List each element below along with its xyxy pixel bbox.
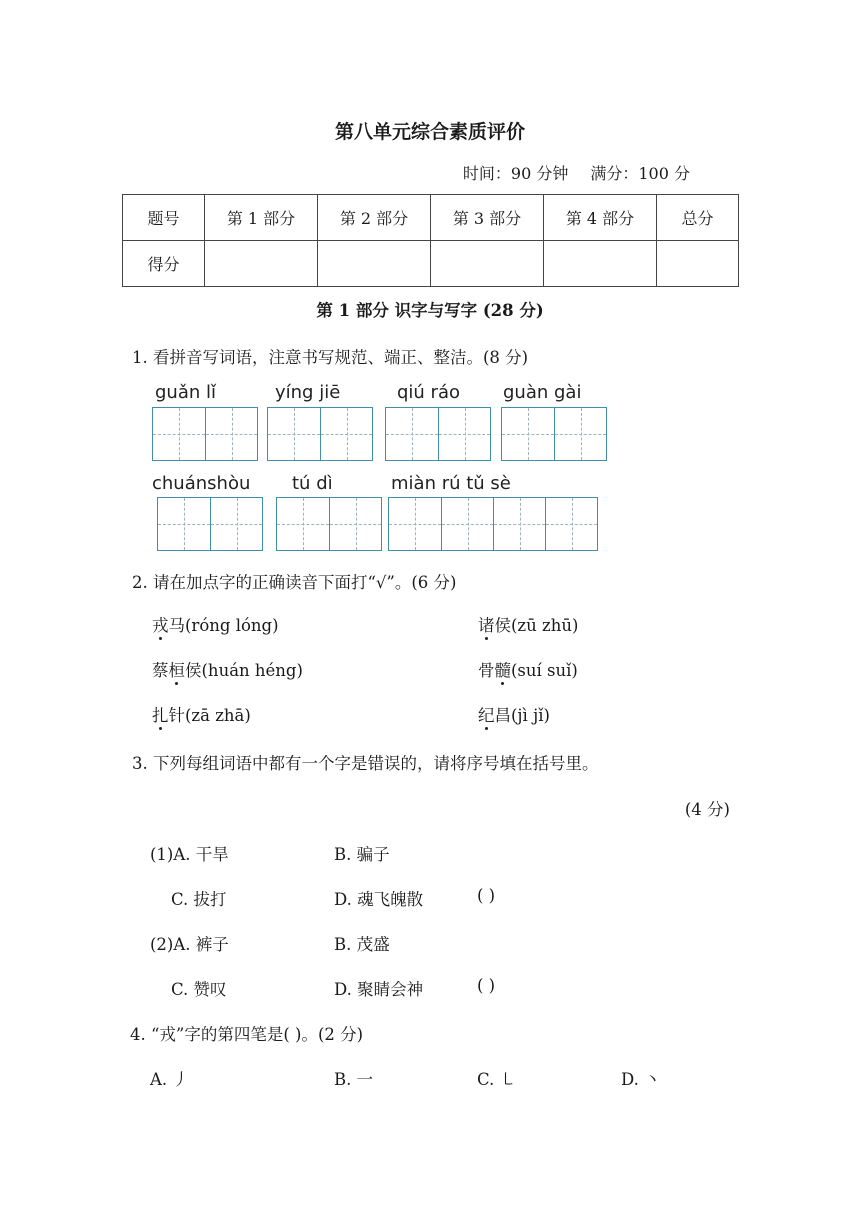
question-3-score: (4 分) <box>684 800 730 819</box>
writing-grid[interactable] <box>276 497 382 551</box>
header-cell: 第 2 部分 <box>318 195 431 241</box>
pinyin-label: chuánshòu <box>152 473 251 494</box>
option-pinyin: 侯(huán héng) <box>185 661 303 680</box>
reading-option[interactable] <box>152 612 279 636</box>
header-cell: 第 4 部分 <box>544 195 657 241</box>
option-c: C. 拔打 <box>171 890 227 909</box>
header-cell: 第 1 部分 <box>205 195 318 241</box>
dotted-char: 戎 <box>152 616 169 635</box>
pinyin-label: yíng jiē <box>275 382 341 403</box>
question-4: 4. “戎”字的第四笔是( )。(2 分) <box>130 1025 364 1044</box>
question-1: 1. 看拼音写词语，注意书写规范、端正、整洁。(8 分) <box>132 348 529 367</box>
option-a: (2)A. 裤子 <box>150 935 229 954</box>
option-b: B. 骗子 <box>334 845 390 864</box>
score-cell[interactable] <box>205 241 318 287</box>
writing-grid[interactable] <box>157 497 263 551</box>
pinyin-label: guàn gài <box>503 382 582 403</box>
writing-grid[interactable] <box>501 407 607 461</box>
question-2: 2. 请在加点字的正确读音下面打“√”。(6 分) <box>132 573 457 592</box>
writing-grid[interactable] <box>267 407 373 461</box>
writing-grid[interactable] <box>385 407 491 461</box>
answer-blank[interactable]: ( ) <box>477 976 496 995</box>
option-a[interactable]: A. 丿 <box>150 1070 189 1089</box>
dotted-char: 扎 <box>152 706 169 725</box>
option-a: (1)A. 干旱 <box>150 845 229 864</box>
reading-option[interactable] <box>152 702 251 726</box>
header-cell: 题号 <box>123 195 205 241</box>
reading-option[interactable] <box>478 702 550 726</box>
header-cell: 第 3 部分 <box>431 195 544 241</box>
answer-blank[interactable]: ( ) <box>477 886 496 905</box>
section-title: 第 1 部分 识字与写字 (28 分) <box>316 301 544 320</box>
header-cell: 总分 <box>657 195 739 241</box>
score-cell[interactable] <box>544 241 657 287</box>
row-label: 得分 <box>123 241 205 287</box>
option-c[interactable]: C. ㇄ <box>477 1070 517 1089</box>
time-limit: 时间：90 分钟 <box>462 164 569 183</box>
pinyin-label: qiú ráo <box>397 382 460 403</box>
reading-option[interactable] <box>478 657 578 681</box>
option-d[interactable]: D. 丶 <box>621 1070 661 1089</box>
dotted-char: 纪 <box>478 706 495 725</box>
reading-option[interactable] <box>152 657 303 681</box>
question-3: 3. 下列每组词语中都有一个字是错误的，请将序号填在括号里。 <box>132 754 599 773</box>
pinyin-label: tú dì <box>292 473 333 494</box>
dotted-char: 桓 <box>168 661 185 680</box>
pinyin-label: miàn rú tǔ sè <box>391 473 511 494</box>
option-b[interactable]: B. 一 <box>334 1070 374 1089</box>
option-c: C. 赞叹 <box>171 980 227 999</box>
page-title: 第八单元综合素质评价 <box>334 121 525 143</box>
option-d: D. 魂飞魄散 <box>334 890 424 909</box>
dotted-char: 髓 <box>494 661 511 680</box>
score-cell[interactable] <box>431 241 544 287</box>
pinyin-label: guǎn lǐ <box>155 382 216 403</box>
option-pre: 蔡 <box>152 661 169 680</box>
option-b: B. 茂盛 <box>334 935 390 954</box>
writing-grid[interactable] <box>388 497 598 551</box>
score-cell[interactable] <box>657 241 739 287</box>
option-pinyin: 昌(jì jǐ) <box>494 706 550 725</box>
option-pinyin: 马(róng lóng) <box>168 616 279 635</box>
option-pinyin: 侯(zū zhū) <box>494 616 579 635</box>
full-score: 满分：100 分 <box>590 164 690 183</box>
option-pre: 骨 <box>478 661 495 680</box>
score-cell[interactable] <box>318 241 431 287</box>
dotted-char: 诸 <box>478 616 495 635</box>
reading-option[interactable] <box>478 612 578 636</box>
option-pinyin: (suí suǐ) <box>511 661 578 680</box>
score-table-score-row <box>123 241 739 287</box>
time-info <box>463 161 690 184</box>
option-d: D. 聚睛会神 <box>334 980 424 999</box>
score-table <box>122 194 739 287</box>
score-table-header-row <box>123 195 739 241</box>
writing-grid[interactable] <box>152 407 258 461</box>
option-pinyin: 针(zā zhā) <box>168 706 251 725</box>
